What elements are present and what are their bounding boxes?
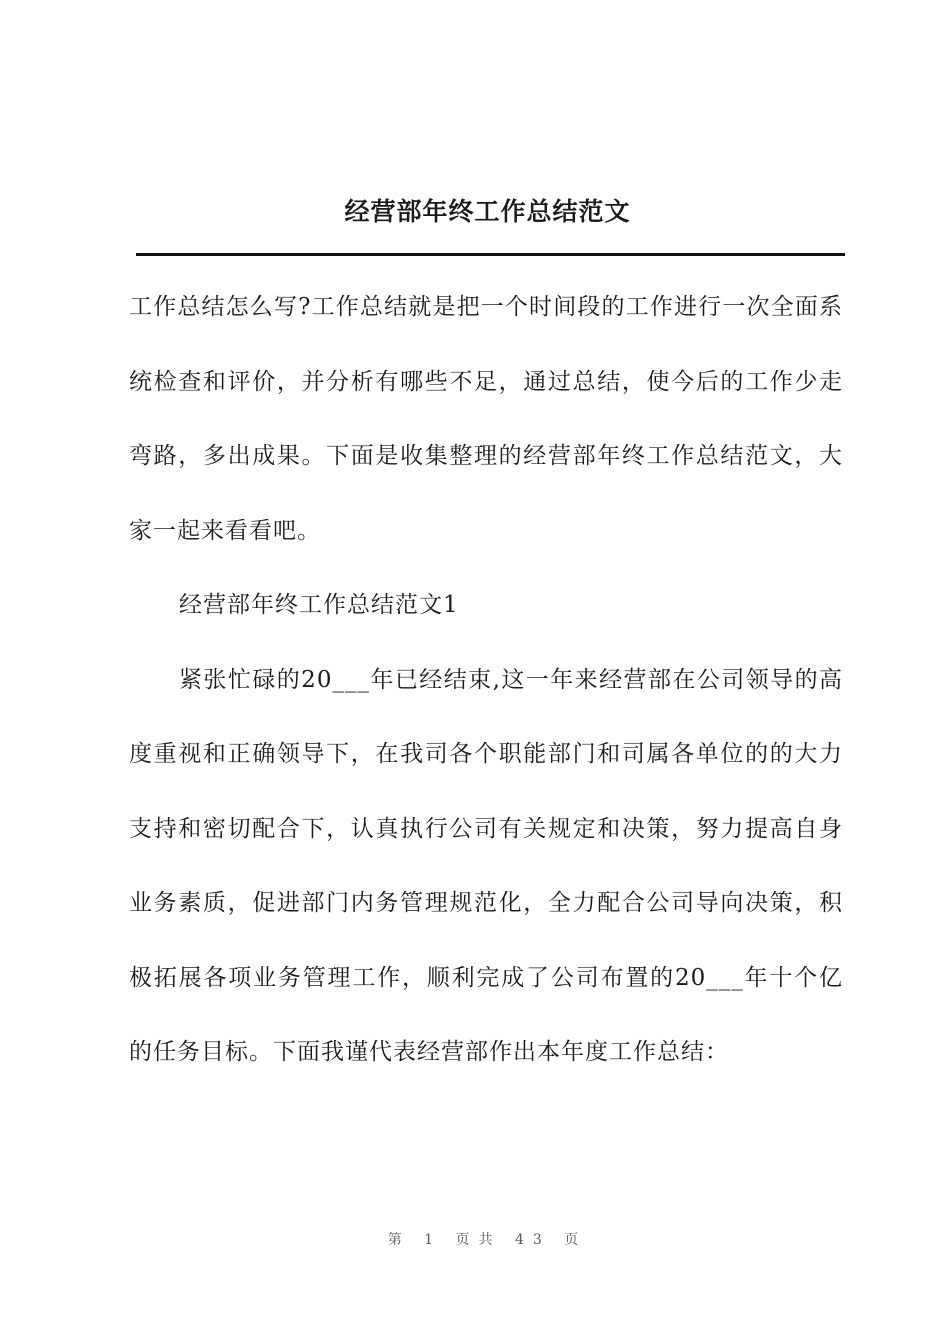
title-divider: [136, 253, 845, 256]
document-body: [129, 270, 843, 1090]
page-footer: 第 1 页共 43 页: [387, 1232, 588, 1248]
document-title: 经营部年终工作总结范文: [344, 197, 631, 226]
section-heading: 经营部年终工作总结范文1: [179, 592, 459, 618]
intro-paragraph: 工作总结怎么写?工作总结就是把一个时间段的工作进行一次全面系统检查和评价，并分析有哪些不足，通过总结，使今后的工作少走弯路，多出成果。下面是收集整理的经营部年终工作总结范文，大家一起来看看吧。: [129, 294, 843, 544]
body-paragraph: 紧张忙碌的20___年已经结束,这一年来经营部在公司领导的高度重视和正确领导下，在我司各个职能部门和司属各单位的的大力支持和密切配合下，认真执行公司有关规定和决策，努力提高自身业务素质，促进部门内务管理规范化，全力配合公司导向决策，积极拓展各项业务管理工作，顺利完成了公司布置的20___年十个亿的任务目标。下面我谨代表经营部作出本年度工作总结：: [129, 666, 843, 1065]
